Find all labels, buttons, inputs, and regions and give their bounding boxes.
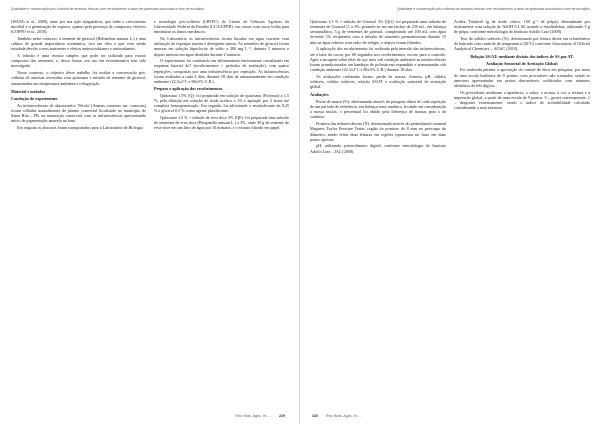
- left-column-1: [11, 19, 146, 403]
- paragraph: Quitosana 1,5 % + infusão de erva doce 3% (QE): foi preparada uma infusão de sementes de erva doce (Pimpinella anisum L.) a 3%, onde 30 g de semente de erva-doce em um litro de água por 10 minutos, e o extrato filtrado em papel.: [154, 115, 289, 131]
- running-header: Qualidade e conservação pós-colheita de ameixas frescas com recobrimento à base de quitosana associada a óleo de eucalipto: [396, 7, 590, 11]
- right-column-1: [310, 19, 446, 403]
- paragraph: e tecnologia pós-colheita (LBTPC) do Centro de Ciências Agrárias da Universidade Federal da Paraíba (CCA/UFPB), em caixas com sacos bolha para minimizar os danos mecânicos.: [154, 19, 289, 35]
- section-heading: Material e métodos: [11, 88, 46, 94]
- paragraph: A infusão é uma técnica simples que pode ser utilizada para extrair compostos das sementes, e, dessa forma, seu uso em revestimentos tem sido investigado.: [11, 53, 146, 69]
- page-number: 330: [312, 414, 318, 418]
- paragraph: (WANG et al., 2009), tanto por sua ação fungistática, que inibe o crescimento micelial e a germinação de esporos, quanto pela presença de compostos efetivos (COPPO et al., 2018).: [11, 19, 146, 35]
- running-header: Qualidade e conservação pós-colheita de ameixas frescas com recobrimento à base de quitosana associada a óleo de eucalipto: [11, 7, 205, 11]
- subsection-heading: Preparo e aplicação dos recobrimentos: [154, 86, 223, 92]
- paragraph: Em seguida os abacaxis foram transportados para o Laboratório de Biologia: [17, 124, 143, 130]
- paragraph: O experimento foi conduzido em delineamento inteiramente casualizado em esquema fatorial 4x7 (recobrimentos × períodos de avaliação), com quatro repetições, compostas por uma infrutescência por repetição. As infrutescências foram avaliadas a cada 3 dias, durante 18 dias de armazenamento em condição ambiente (22,3±2°C e 86±5% U.R.).: [154, 58, 289, 84]
- paragraph: As infrutescências de abacaxizeiro 'Pérola' (Ananas comosus var. comosus) foram colhidas manualmente de plantio comercial localizado no município de Santa Rita – PB, na maturação comercial, com as infrutescências apresentando início de pigmentação amarela na base.: [11, 102, 146, 124]
- section-heading: Avaliações: [310, 92, 329, 98]
- paragraph: Quitosana 1,5 % + infusão de Girassol 3% (QG): foi preparada uma infusão de sementes de Girassol (1 a 3%, pesando-se em um becker de 250 mL, em balança semianalítica, 3 g de sementes de girassol, completando até 100 mL com água fervente. Os recipientes com a infusão de sementes permaneceram durante 15 min na água coberto com vidro de relógio, e depois foram filtrados.: [310, 19, 446, 45]
- subsection-heading: Condução do experimento: [11, 95, 58, 101]
- paragraph: No Laboratório as infrutescências foram lavadas em água corrente com utilização de esponjas macias e detergente neutro. As sementes de girassol foram imersas em solução hipoclorito de sódio a 200 mg L⁻¹, durante 5 minutos e depois imersas em água destilada durante 2 minutos.: [154, 36, 289, 57]
- right-page: [300, 0, 600, 424]
- journal-reference: Rev. Bras. Agric. Irr. ...: [326, 414, 362, 418]
- paragraph: Nesse contexto, o objetivo deste trabalho foi avaliar a conservação pós-colheita de ameixas revestidas com quitosana e infusão de semente de girassol, armazenadas em temperatura ambiente e refrigeração.: [11, 70, 146, 86]
- page-footer: [235, 414, 285, 418]
- paragraph: As avaliações realizadas foram: perda de massa, firmeza, pH, sólidos solúveis, sólidos solúveis, relação SS/AT e avaliação sensorial de aceitação global.: [310, 73, 446, 90]
- page-number: 229: [279, 414, 285, 418]
- paragraph: Foi realizada perante a aprovação do comitê de ética em pesquisa, por meio de uma escala hedônica de 9 pontos, com provadores não treinados, sendo as amostras apresentadas em pratos descartáveis codificados com números aleatórios de três dígitos.: [454, 67, 590, 88]
- paragraph: Quitosana 1,5% (Q): foi preparada em solução de quitosana (Polymar) a 1,5 %, pela diluição em solução de ácido acético a 1% e agitação por 2 horas até completa homogeneização. Em seguida, foi adicionado o emulsificante de 0,25 % e glicerol 0,5 % como agente plastificante.: [154, 92, 289, 114]
- paragraph: Firmeza das infrutescências (N): determinada através do penetrômetro manual Magness Taylor Pressure Tester, região do ponteiro de 8 mm no pericarpo de diâmetro, sendo feitas duas leituras em regiões equatoriais no fruto em duas partes opostas.: [310, 121, 446, 142]
- page-footer: [312, 414, 362, 418]
- centered-line: Relação SS/AT: mediante divisão dos índices de SS por AT.: [470, 53, 574, 59]
- paragraph: Acidez Titulável (g de ácido cítrico. 100 g⁻¹ de polpa): determinada por titulometria com solução de NaOH 0,1 M, usando a fenolftaleína, utilizando 5 g de polpa, conforme metodologia do Instituto Adolfo Lutz (2008).: [454, 19, 590, 35]
- subsection-heading: Avaliação Sensorial de Aceitação Global:: [485, 60, 559, 66]
- journal-reference: Rev. Bras. Agric. Irr. ...: [235, 414, 271, 418]
- paragraph: Os provadores avaliaram a aparência, o sabor, o aroma, a cor, a textura e a impressão global, a partir de uma escala de 9 pontos: 9 – gostei extremamente, 1 – desgostei extremamente, sendo o índice de aceitabilidade calculado considerando a nota máxima.: [454, 89, 590, 111]
- left-column-2: [154, 19, 289, 403]
- paragraph: Teor de sólidos solúveis (%): determinado por leitura direta em refratômetro de bancada com controle de temperatura (20°C) conforme Association of Official Analytical Chemistry – AOAC (2010).: [454, 36, 590, 52]
- right-column-2: [454, 19, 590, 403]
- paragraph: Também neste contexto, a semente de girassol (Helianthus annuus L.) é uma cultura de grande importância econômica, rica em óleo e que vem sendo estudada devido a seus nutrientes e efeitos antimicrobianos e antioxidantes.: [11, 36, 146, 52]
- paragraph: Perda de massa (%): determinada através da pesagem diária de cada repetição de um período de referência, em balança semi-analítica, levando em consideração a massa inicial, o percentual foi obtido pela diferença de massas para o de contínuo.: [310, 98, 446, 120]
- paragraph: A aplicação dos recobrimentos foi realizada pela imersão das infrutescências, até a base da coroa, por 60 segundos nos recobrimentos, exceto para o controle. Após a secagem sobre telas de aço inox sob condição ambiente as infrutescências foram acondicionadas em bandejas de poliestireno expandido e armazenadas sob condição ambiente (22,3±2°C e 86±5% U.R.) durante 18 dias.: [310, 46, 446, 72]
- paragraph: pH: utilizando potenciômetro digital, conforme metodologia do Instituto Adolfo Lutz – IAL (2008).: [310, 143, 446, 154]
